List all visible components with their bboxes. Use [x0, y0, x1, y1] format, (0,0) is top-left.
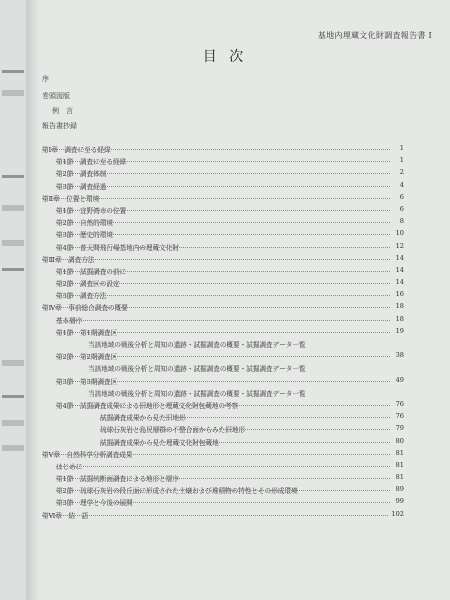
toc-entry-page: 14 [395, 253, 404, 262]
page-title: 目 次 [202, 49, 248, 65]
toc-leader-dots [42, 259, 390, 260]
toc-entry-page: 10 [395, 229, 404, 238]
toc-leader-dots [56, 478, 390, 479]
toc-entry [42, 423, 404, 435]
toc-entry [42, 277, 404, 289]
toc-entry-label: 第Ⅰ章 調査に至る経緯 [42, 146, 111, 154]
toc-entry [42, 509, 404, 521]
toc-entry-page: 18 [395, 302, 404, 311]
toc-entry-page: 1 [399, 144, 404, 152]
toc-entry-label: 試掘調査成果から見た旧地形 [100, 414, 186, 423]
toc-leader-dots [56, 381, 390, 382]
toc-leader-dots [56, 247, 390, 248]
toc-entry-label: 第3節 理学と今後の展開 [56, 499, 133, 508]
toc-leader-dots [100, 442, 390, 443]
toc-entry-page: 76 [395, 399, 404, 408]
toc-entry-page: 99 [395, 497, 404, 506]
toc-leader-dots [56, 186, 390, 187]
toc-entry-label: 第Ⅳ章 事前総合調査の概要 [42, 304, 128, 313]
toc-entry-label: 第1節 試掘坑断面調査による地形と層序 [56, 475, 179, 484]
toc-leader-dots [42, 307, 390, 308]
toc-entry [42, 265, 404, 277]
toc-entry [42, 167, 404, 179]
toc-entry-page: 81 [395, 460, 404, 469]
toc-entry-page: 12 [395, 241, 404, 250]
toc-entry-page: 49 [395, 375, 404, 384]
toc-leader-dots [100, 417, 390, 418]
toc-entry-label: 当該地域の戦後分析と周知の遺跡・試掘調査の概要・試掘調査データ一覧 [88, 341, 306, 349]
toc-entry-label: 第4節 普天間飛行場基地内の埋蔵文化財 [56, 243, 179, 252]
toc-entry-label: 第1節 宜野湾市の位置 [56, 206, 127, 215]
toc-entry-page: 2 [399, 168, 404, 177]
toc-leader-dots [56, 320, 390, 321]
left-page-edge [0, 0, 27, 600]
toc-entry [42, 241, 404, 253]
toc-leader-dots [56, 283, 390, 284]
toc-entry [42, 204, 404, 216]
front-matter-item: 報告書抄録 [42, 122, 77, 130]
toc-entry-label: 第Ⅱ章 位置と環境 [42, 194, 100, 203]
toc-entry-label: 第1節 第1期調査区 [56, 328, 118, 337]
toc-leader-dots [56, 173, 390, 174]
toc-leader-dots [56, 295, 390, 296]
toc-entry [42, 472, 404, 484]
toc-entry-page: 6 [399, 192, 404, 201]
toc-entry-label: 第3節 調査経過 [56, 182, 107, 191]
toc-entry [42, 362, 404, 374]
toc-entry-page: 81 [395, 448, 404, 457]
toc-entry-page: 89 [395, 485, 404, 494]
toc-leader-dots [42, 515, 390, 516]
toc-entry-label: 第4節 試掘調査成果による旧地形と埋蔵文化財包蔵地の考察 [56, 401, 239, 410]
gutter-shadow [26, 0, 40, 600]
front-matter-item: 例 言 [52, 107, 73, 115]
toc-entry [42, 192, 404, 204]
toc-entry-label: 第Ⅴ章 自然科学分析調査成果 [42, 450, 133, 459]
toc-entry-label: 第3節 歴史的環境 [56, 231, 113, 240]
toc-leader-dots [100, 429, 390, 430]
toc-entry-page: 16 [395, 290, 404, 299]
toc-entry-page: 76 [395, 412, 404, 421]
toc-entry [42, 399, 404, 411]
toc-leader-dots [56, 210, 390, 211]
toc-entry-page: 14 [395, 278, 404, 287]
toc-entry-label: 第3節 調査方法 [56, 292, 107, 301]
toc-entry-page: 6 [399, 204, 404, 213]
toc-entry-label: 第2節 調査区の設定 [56, 280, 120, 289]
table-of-contents [42, 143, 404, 521]
toc-leader-dots [56, 271, 390, 272]
toc-entry-page: 8 [399, 217, 404, 226]
toc-entry [42, 484, 404, 496]
toc-leader-dots [56, 332, 390, 333]
toc-leader-dots [56, 222, 390, 223]
toc-entry-page: 38 [395, 351, 404, 360]
toc-entry-label: 第2節 第2期調査区 [56, 353, 118, 362]
toc-entry-label: 第1節 試掘調査の前に [56, 267, 127, 276]
toc-entry [42, 253, 404, 265]
toc-entry [42, 411, 404, 423]
toc-leader-dots [56, 234, 390, 235]
toc-leader-dots [42, 149, 390, 150]
toc-entry [42, 301, 404, 313]
toc-entry [42, 436, 404, 448]
toc-leader-dots [56, 405, 390, 406]
toc-entry-page: 102 [391, 509, 404, 518]
front-matter-item: 巻頭図版 [42, 92, 70, 100]
toc-entry-label: 試掘調査成果から見た埋蔵文化財包蔵地 [100, 438, 219, 447]
toc-entry-label: 当該地域の戦後分析と周知の遺跡・試掘調査の概要・試掘調査データ一覧 [88, 389, 306, 398]
toc-entry [42, 289, 404, 301]
toc-entry-page: 18 [395, 314, 404, 323]
toc-entry [42, 228, 404, 240]
toc-entry-label: 第2節 琉球石灰岩の段丘面に形成された土壌および堆積物の特性とその形成環境 [56, 487, 298, 496]
toc-entry [42, 326, 404, 338]
toc-entry-page: 1 [399, 156, 404, 165]
toc-entry [42, 314, 404, 326]
running-header: 基地内埋蔵文化財調査報告書 I [317, 31, 432, 40]
toc-entry [42, 143, 404, 155]
toc-leader-dots [56, 490, 390, 491]
toc-entry [42, 460, 404, 472]
toc-entry-page: 14 [395, 265, 404, 274]
toc-entry-label: はじめに [56, 462, 83, 471]
toc-leader-dots [56, 161, 390, 162]
toc-leader-dots [56, 356, 390, 357]
toc-entry-page: 80 [395, 436, 404, 445]
toc-entry-label: 琉球石灰岩と島尻層群の不整合面からみた旧地形 [100, 426, 246, 435]
toc-entry-page: 79 [395, 424, 404, 433]
toc-entry [42, 216, 404, 228]
toc-leader-dots [42, 454, 390, 455]
toc-entry [42, 448, 404, 460]
toc-entry-label: 第3節 第3期調査区 [56, 377, 118, 386]
toc-entry [42, 180, 404, 192]
toc-entry [42, 496, 404, 508]
toc-entry [42, 375, 404, 387]
toc-entry-label: 第2節 自然的環境 [56, 219, 113, 228]
toc-entry-page: 81 [395, 473, 404, 482]
toc-entry-page: 4 [399, 180, 404, 189]
toc-entry [42, 387, 404, 399]
toc-entry-label: 第2節 調査体制 [56, 170, 107, 179]
front-matter-item: 序 [42, 75, 49, 83]
toc-entry-page: 19 [395, 326, 404, 335]
toc-entry-label: 第Ⅵ章 結 語 [42, 511, 89, 520]
toc-entry-label: 当該地域の戦後分析と周知の遺跡・試掘調査の概要・試掘調査データ一覧 [88, 365, 306, 374]
toc-leader-dots [56, 502, 390, 503]
toc-leader-dots [42, 198, 390, 199]
toc-entry-label: 第1節 調査に至る経緯 [56, 158, 127, 167]
toc-entry-label: 第Ⅲ章 調査方法 [42, 255, 95, 264]
toc-leader-dots [56, 466, 390, 467]
toc-entry [42, 350, 404, 362]
toc-entry [42, 155, 404, 167]
toc-entry [42, 338, 404, 350]
toc-entry-label: 基本層序 [56, 316, 83, 325]
